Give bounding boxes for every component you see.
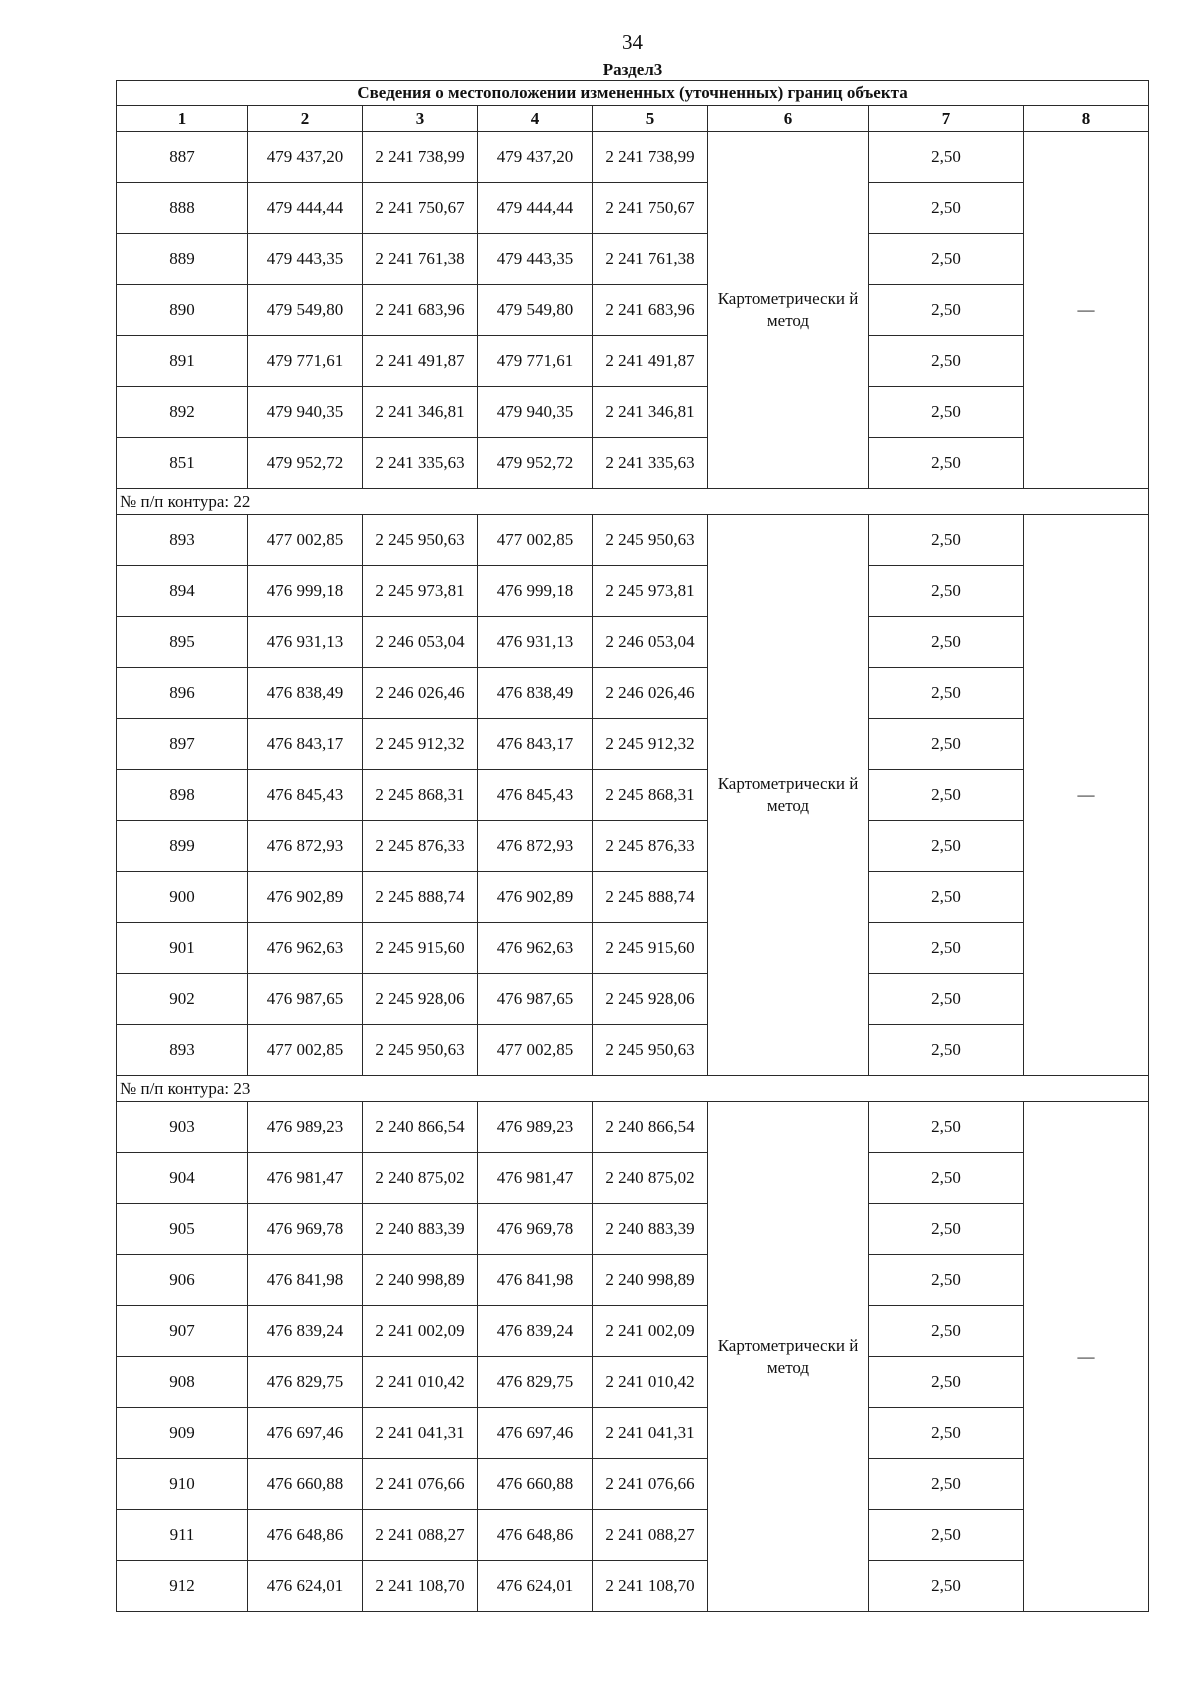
- coord-x-cell: 476 838,49: [478, 668, 593, 719]
- coord-y-cell: 2 245 928,06: [593, 974, 708, 1025]
- table-row: [117, 1025, 1149, 1076]
- table-row: [117, 1255, 1149, 1306]
- accuracy-cell: 2,50: [869, 387, 1024, 438]
- table-row: [117, 1204, 1149, 1255]
- point-number-cell: 905: [117, 1204, 248, 1255]
- point-number-cell: 901: [117, 923, 248, 974]
- coord-y-cell: 2 240 875,02: [363, 1153, 478, 1204]
- table-row: [117, 1102, 1149, 1153]
- coord-y-cell: 2 245 888,74: [593, 872, 708, 923]
- table-row: [117, 770, 1149, 821]
- coord-x-cell: 477 002,85: [248, 1025, 363, 1076]
- method-cell: Картометрически й метод: [708, 515, 869, 1076]
- coord-y-cell: 2 240 875,02: [593, 1153, 708, 1204]
- coord-y-cell: 2 245 973,81: [363, 566, 478, 617]
- accuracy-cell: 2,50: [869, 566, 1024, 617]
- table-row: [117, 668, 1149, 719]
- coord-x-cell: 476 829,75: [478, 1357, 593, 1408]
- coord-x-cell: 476 660,88: [478, 1459, 593, 1510]
- coord-y-cell: 2 241 076,66: [593, 1459, 708, 1510]
- contour-row: [117, 489, 1149, 515]
- coord-x-cell: 476 648,86: [478, 1510, 593, 1561]
- point-number-cell: 906: [117, 1255, 248, 1306]
- coord-x-cell: 479 444,44: [248, 183, 363, 234]
- coord-x-cell: 476 839,24: [478, 1306, 593, 1357]
- coord-y-cell: 2 241 761,38: [363, 234, 478, 285]
- accuracy-cell: 2,50: [869, 1408, 1024, 1459]
- column-number: 2: [248, 106, 363, 132]
- point-number-cell: 897: [117, 719, 248, 770]
- table-caption-row: [117, 81, 1149, 106]
- table-row: [117, 183, 1149, 234]
- point-number-cell: 899: [117, 821, 248, 872]
- point-number-cell: 891: [117, 336, 248, 387]
- accuracy-cell: 2,50: [869, 872, 1024, 923]
- coord-x-cell: 476 989,23: [248, 1102, 363, 1153]
- table-row: [117, 438, 1149, 489]
- coord-x-cell: 477 002,85: [248, 515, 363, 566]
- accuracy-cell: 2,50: [869, 234, 1024, 285]
- column-8-cell: —: [1024, 132, 1149, 489]
- accuracy-cell: 2,50: [869, 1357, 1024, 1408]
- point-number-cell: 910: [117, 1459, 248, 1510]
- column-8-cell: —: [1024, 515, 1149, 1076]
- coord-y-cell: 2 241 088,27: [593, 1510, 708, 1561]
- coord-y-cell: 2 241 346,81: [363, 387, 478, 438]
- coord-y-cell: 2 241 088,27: [363, 1510, 478, 1561]
- coord-x-cell: 477 002,85: [478, 515, 593, 566]
- table-row: [117, 821, 1149, 872]
- coord-x-cell: 476 697,46: [478, 1408, 593, 1459]
- coord-y-cell: 2 241 491,87: [363, 336, 478, 387]
- table-row: [117, 132, 1149, 183]
- coord-y-cell: 2 245 950,63: [363, 1025, 478, 1076]
- coord-x-cell: 476 931,13: [478, 617, 593, 668]
- column-number: 5: [593, 106, 708, 132]
- point-number-cell: 907: [117, 1306, 248, 1357]
- accuracy-cell: 2,50: [869, 617, 1024, 668]
- method-cell: Картометрически й метод: [708, 1102, 869, 1612]
- accuracy-cell: 2,50: [869, 821, 1024, 872]
- coord-x-cell: 479 437,20: [478, 132, 593, 183]
- contour-row: [117, 1076, 1149, 1102]
- coord-x-cell: 479 549,80: [248, 285, 363, 336]
- coord-y-cell: 2 241 761,38: [593, 234, 708, 285]
- coord-x-cell: 476 838,49: [248, 668, 363, 719]
- point-number-cell: 893: [117, 515, 248, 566]
- coord-x-cell: 476 999,18: [248, 566, 363, 617]
- coord-x-cell: 479 444,44: [478, 183, 593, 234]
- table-row: [117, 387, 1149, 438]
- point-number-cell: 904: [117, 1153, 248, 1204]
- coord-y-cell: 2 245 915,60: [593, 923, 708, 974]
- coord-y-cell: 2 241 002,09: [363, 1306, 478, 1357]
- method-cell: Картометрически й метод: [708, 132, 869, 489]
- coord-x-cell: 479 940,35: [248, 387, 363, 438]
- column-number: 3: [363, 106, 478, 132]
- column-number: 4: [478, 106, 593, 132]
- point-number-cell: 912: [117, 1561, 248, 1612]
- coord-y-cell: 2 240 883,39: [363, 1204, 478, 1255]
- contour-label: № п/п контура: 23: [117, 1076, 1149, 1102]
- coord-x-cell: 476 648,86: [248, 1510, 363, 1561]
- point-number-cell: 890: [117, 285, 248, 336]
- table-row: [117, 872, 1149, 923]
- column-number: 7: [869, 106, 1024, 132]
- table-row: [117, 617, 1149, 668]
- accuracy-cell: 2,50: [869, 285, 1024, 336]
- coord-y-cell: 2 245 912,32: [593, 719, 708, 770]
- coord-y-cell: 2 245 888,74: [363, 872, 478, 923]
- table-caption: Сведения о местоположении измененных (уточненных) границ объекта: [117, 81, 1149, 106]
- accuracy-cell: 2,50: [869, 1459, 1024, 1510]
- coord-y-cell: 2 246 053,04: [593, 617, 708, 668]
- table-row: [117, 566, 1149, 617]
- accuracy-cell: 2,50: [869, 719, 1024, 770]
- coord-x-cell: 476 841,98: [248, 1255, 363, 1306]
- coord-y-cell: 2 245 915,60: [363, 923, 478, 974]
- point-number-cell: 908: [117, 1357, 248, 1408]
- coord-x-cell: 479 443,35: [478, 234, 593, 285]
- column-number: 8: [1024, 106, 1149, 132]
- point-number-cell: 851: [117, 438, 248, 489]
- coord-x-cell: 476 845,43: [248, 770, 363, 821]
- coord-x-cell: 476 872,93: [248, 821, 363, 872]
- column-number: 1: [117, 106, 248, 132]
- coord-x-cell: 476 931,13: [248, 617, 363, 668]
- coord-y-cell: 2 245 868,31: [593, 770, 708, 821]
- point-number-cell: 900: [117, 872, 248, 923]
- coord-x-cell: 476 962,63: [248, 923, 363, 974]
- coord-x-cell: 476 843,17: [248, 719, 363, 770]
- coord-x-cell: 476 839,24: [248, 1306, 363, 1357]
- coord-x-cell: 477 002,85: [478, 1025, 593, 1076]
- table-row: [117, 234, 1149, 285]
- coord-y-cell: 2 241 346,81: [593, 387, 708, 438]
- coord-x-cell: 479 549,80: [478, 285, 593, 336]
- coord-y-cell: 2 241 738,99: [363, 132, 478, 183]
- coord-x-cell: 479 952,72: [478, 438, 593, 489]
- accuracy-cell: 2,50: [869, 1306, 1024, 1357]
- coord-x-cell: 476 829,75: [248, 1357, 363, 1408]
- coord-y-cell: 2 241 750,67: [593, 183, 708, 234]
- table-row: [117, 1459, 1149, 1510]
- coord-x-cell: 476 969,78: [248, 1204, 363, 1255]
- coord-y-cell: 2 241 010,42: [363, 1357, 478, 1408]
- coord-x-cell: 476 697,46: [248, 1408, 363, 1459]
- accuracy-cell: 2,50: [869, 923, 1024, 974]
- point-number-cell: 888: [117, 183, 248, 234]
- column-8-cell: —: [1024, 1102, 1149, 1612]
- point-number-cell: 895: [117, 617, 248, 668]
- accuracy-cell: 2,50: [869, 1025, 1024, 1076]
- point-number-cell: 887: [117, 132, 248, 183]
- point-number-cell: 896: [117, 668, 248, 719]
- table-row: [117, 1306, 1149, 1357]
- coord-y-cell: 2 241 108,70: [363, 1561, 478, 1612]
- point-number-cell: 909: [117, 1408, 248, 1459]
- coord-x-cell: 476 989,23: [478, 1102, 593, 1153]
- accuracy-cell: 2,50: [869, 132, 1024, 183]
- column-number: 6: [708, 106, 869, 132]
- boundary-table: [116, 80, 1149, 1612]
- page-number: 34: [622, 30, 643, 54]
- coord-y-cell: 2 240 866,54: [363, 1102, 478, 1153]
- accuracy-cell: 2,50: [869, 1510, 1024, 1561]
- coord-y-cell: 2 241 010,42: [593, 1357, 708, 1408]
- coord-y-cell: 2 241 108,70: [593, 1561, 708, 1612]
- coord-x-cell: 476 902,89: [248, 872, 363, 923]
- accuracy-cell: 2,50: [869, 1561, 1024, 1612]
- accuracy-cell: 2,50: [869, 1102, 1024, 1153]
- coord-y-cell: 2 245 950,63: [593, 1025, 708, 1076]
- point-number-cell: 902: [117, 974, 248, 1025]
- coord-x-cell: 476 987,65: [248, 974, 363, 1025]
- coord-y-cell: 2 245 973,81: [593, 566, 708, 617]
- table-row: [117, 974, 1149, 1025]
- coord-x-cell: 476 987,65: [478, 974, 593, 1025]
- contour-label: № п/п контура: 22: [117, 489, 1149, 515]
- point-number-cell: 911: [117, 1510, 248, 1561]
- column-number-row: [117, 106, 1149, 132]
- coord-x-cell: 476 981,47: [248, 1153, 363, 1204]
- point-number-cell: 903: [117, 1102, 248, 1153]
- accuracy-cell: 2,50: [869, 770, 1024, 821]
- coord-y-cell: 2 240 866,54: [593, 1102, 708, 1153]
- coord-x-cell: 476 969,78: [478, 1204, 593, 1255]
- coord-y-cell: 2 245 950,63: [363, 515, 478, 566]
- table-row: [117, 1153, 1149, 1204]
- coord-y-cell: 2 246 026,46: [593, 668, 708, 719]
- coord-y-cell: 2 240 998,89: [363, 1255, 478, 1306]
- coord-y-cell: 2 241 683,96: [593, 285, 708, 336]
- coord-y-cell: 2 241 335,63: [363, 438, 478, 489]
- table-row: [117, 1561, 1149, 1612]
- table-row: [117, 515, 1149, 566]
- table-row: [117, 285, 1149, 336]
- accuracy-cell: 2,50: [869, 1153, 1024, 1204]
- point-number-cell: 898: [117, 770, 248, 821]
- coord-y-cell: 2 245 868,31: [363, 770, 478, 821]
- coord-y-cell: 2 245 876,33: [363, 821, 478, 872]
- coord-y-cell: 2 241 335,63: [593, 438, 708, 489]
- coord-y-cell: 2 241 750,67: [363, 183, 478, 234]
- coord-y-cell: 2 240 883,39: [593, 1204, 708, 1255]
- coord-y-cell: 2 241 738,99: [593, 132, 708, 183]
- coord-x-cell: 476 962,63: [478, 923, 593, 974]
- coord-x-cell: 476 843,17: [478, 719, 593, 770]
- coord-y-cell: 2 241 491,87: [593, 336, 708, 387]
- table-row: [117, 336, 1149, 387]
- accuracy-cell: 2,50: [869, 668, 1024, 719]
- table-row: [117, 719, 1149, 770]
- coord-y-cell: 2 240 998,89: [593, 1255, 708, 1306]
- coord-y-cell: 2 245 876,33: [593, 821, 708, 872]
- accuracy-cell: 2,50: [869, 336, 1024, 387]
- point-number-cell: 893: [117, 1025, 248, 1076]
- point-number-cell: 889: [117, 234, 248, 285]
- coord-x-cell: 479 952,72: [248, 438, 363, 489]
- accuracy-cell: 2,50: [869, 1255, 1024, 1306]
- coord-y-cell: 2 241 041,31: [363, 1408, 478, 1459]
- table-row: [117, 1357, 1149, 1408]
- accuracy-cell: 2,50: [869, 1204, 1024, 1255]
- coord-x-cell: 479 940,35: [478, 387, 593, 438]
- point-number-cell: 894: [117, 566, 248, 617]
- coord-y-cell: 2 245 928,06: [363, 974, 478, 1025]
- coord-y-cell: 2 246 026,46: [363, 668, 478, 719]
- accuracy-cell: 2,50: [869, 183, 1024, 234]
- coord-y-cell: 2 241 002,09: [593, 1306, 708, 1357]
- coord-x-cell: 479 443,35: [248, 234, 363, 285]
- coord-y-cell: 2 241 076,66: [363, 1459, 478, 1510]
- accuracy-cell: 2,50: [869, 974, 1024, 1025]
- coord-y-cell: 2 245 912,32: [363, 719, 478, 770]
- coord-y-cell: 2 246 053,04: [363, 617, 478, 668]
- coord-x-cell: 476 624,01: [478, 1561, 593, 1612]
- coord-x-cell: 479 437,20: [248, 132, 363, 183]
- coord-x-cell: 476 841,98: [478, 1255, 593, 1306]
- coord-x-cell: 476 660,88: [248, 1459, 363, 1510]
- accuracy-cell: 2,50: [869, 515, 1024, 566]
- coord-x-cell: 476 624,01: [248, 1561, 363, 1612]
- section-title: Раздел3: [602, 60, 663, 79]
- coord-x-cell: 479 771,61: [478, 336, 593, 387]
- table-row: [117, 1510, 1149, 1561]
- coord-x-cell: 476 872,93: [478, 821, 593, 872]
- coord-y-cell: 2 241 041,31: [593, 1408, 708, 1459]
- coord-x-cell: 476 981,47: [478, 1153, 593, 1204]
- accuracy-cell: 2,50: [869, 438, 1024, 489]
- coord-x-cell: 476 845,43: [478, 770, 593, 821]
- point-number-cell: 892: [117, 387, 248, 438]
- coord-x-cell: 479 771,61: [248, 336, 363, 387]
- coord-x-cell: 476 999,18: [478, 566, 593, 617]
- coord-y-cell: 2 245 950,63: [593, 515, 708, 566]
- table-row: [117, 1408, 1149, 1459]
- coord-x-cell: 476 902,89: [478, 872, 593, 923]
- coord-y-cell: 2 241 683,96: [363, 285, 478, 336]
- table-row: [117, 923, 1149, 974]
